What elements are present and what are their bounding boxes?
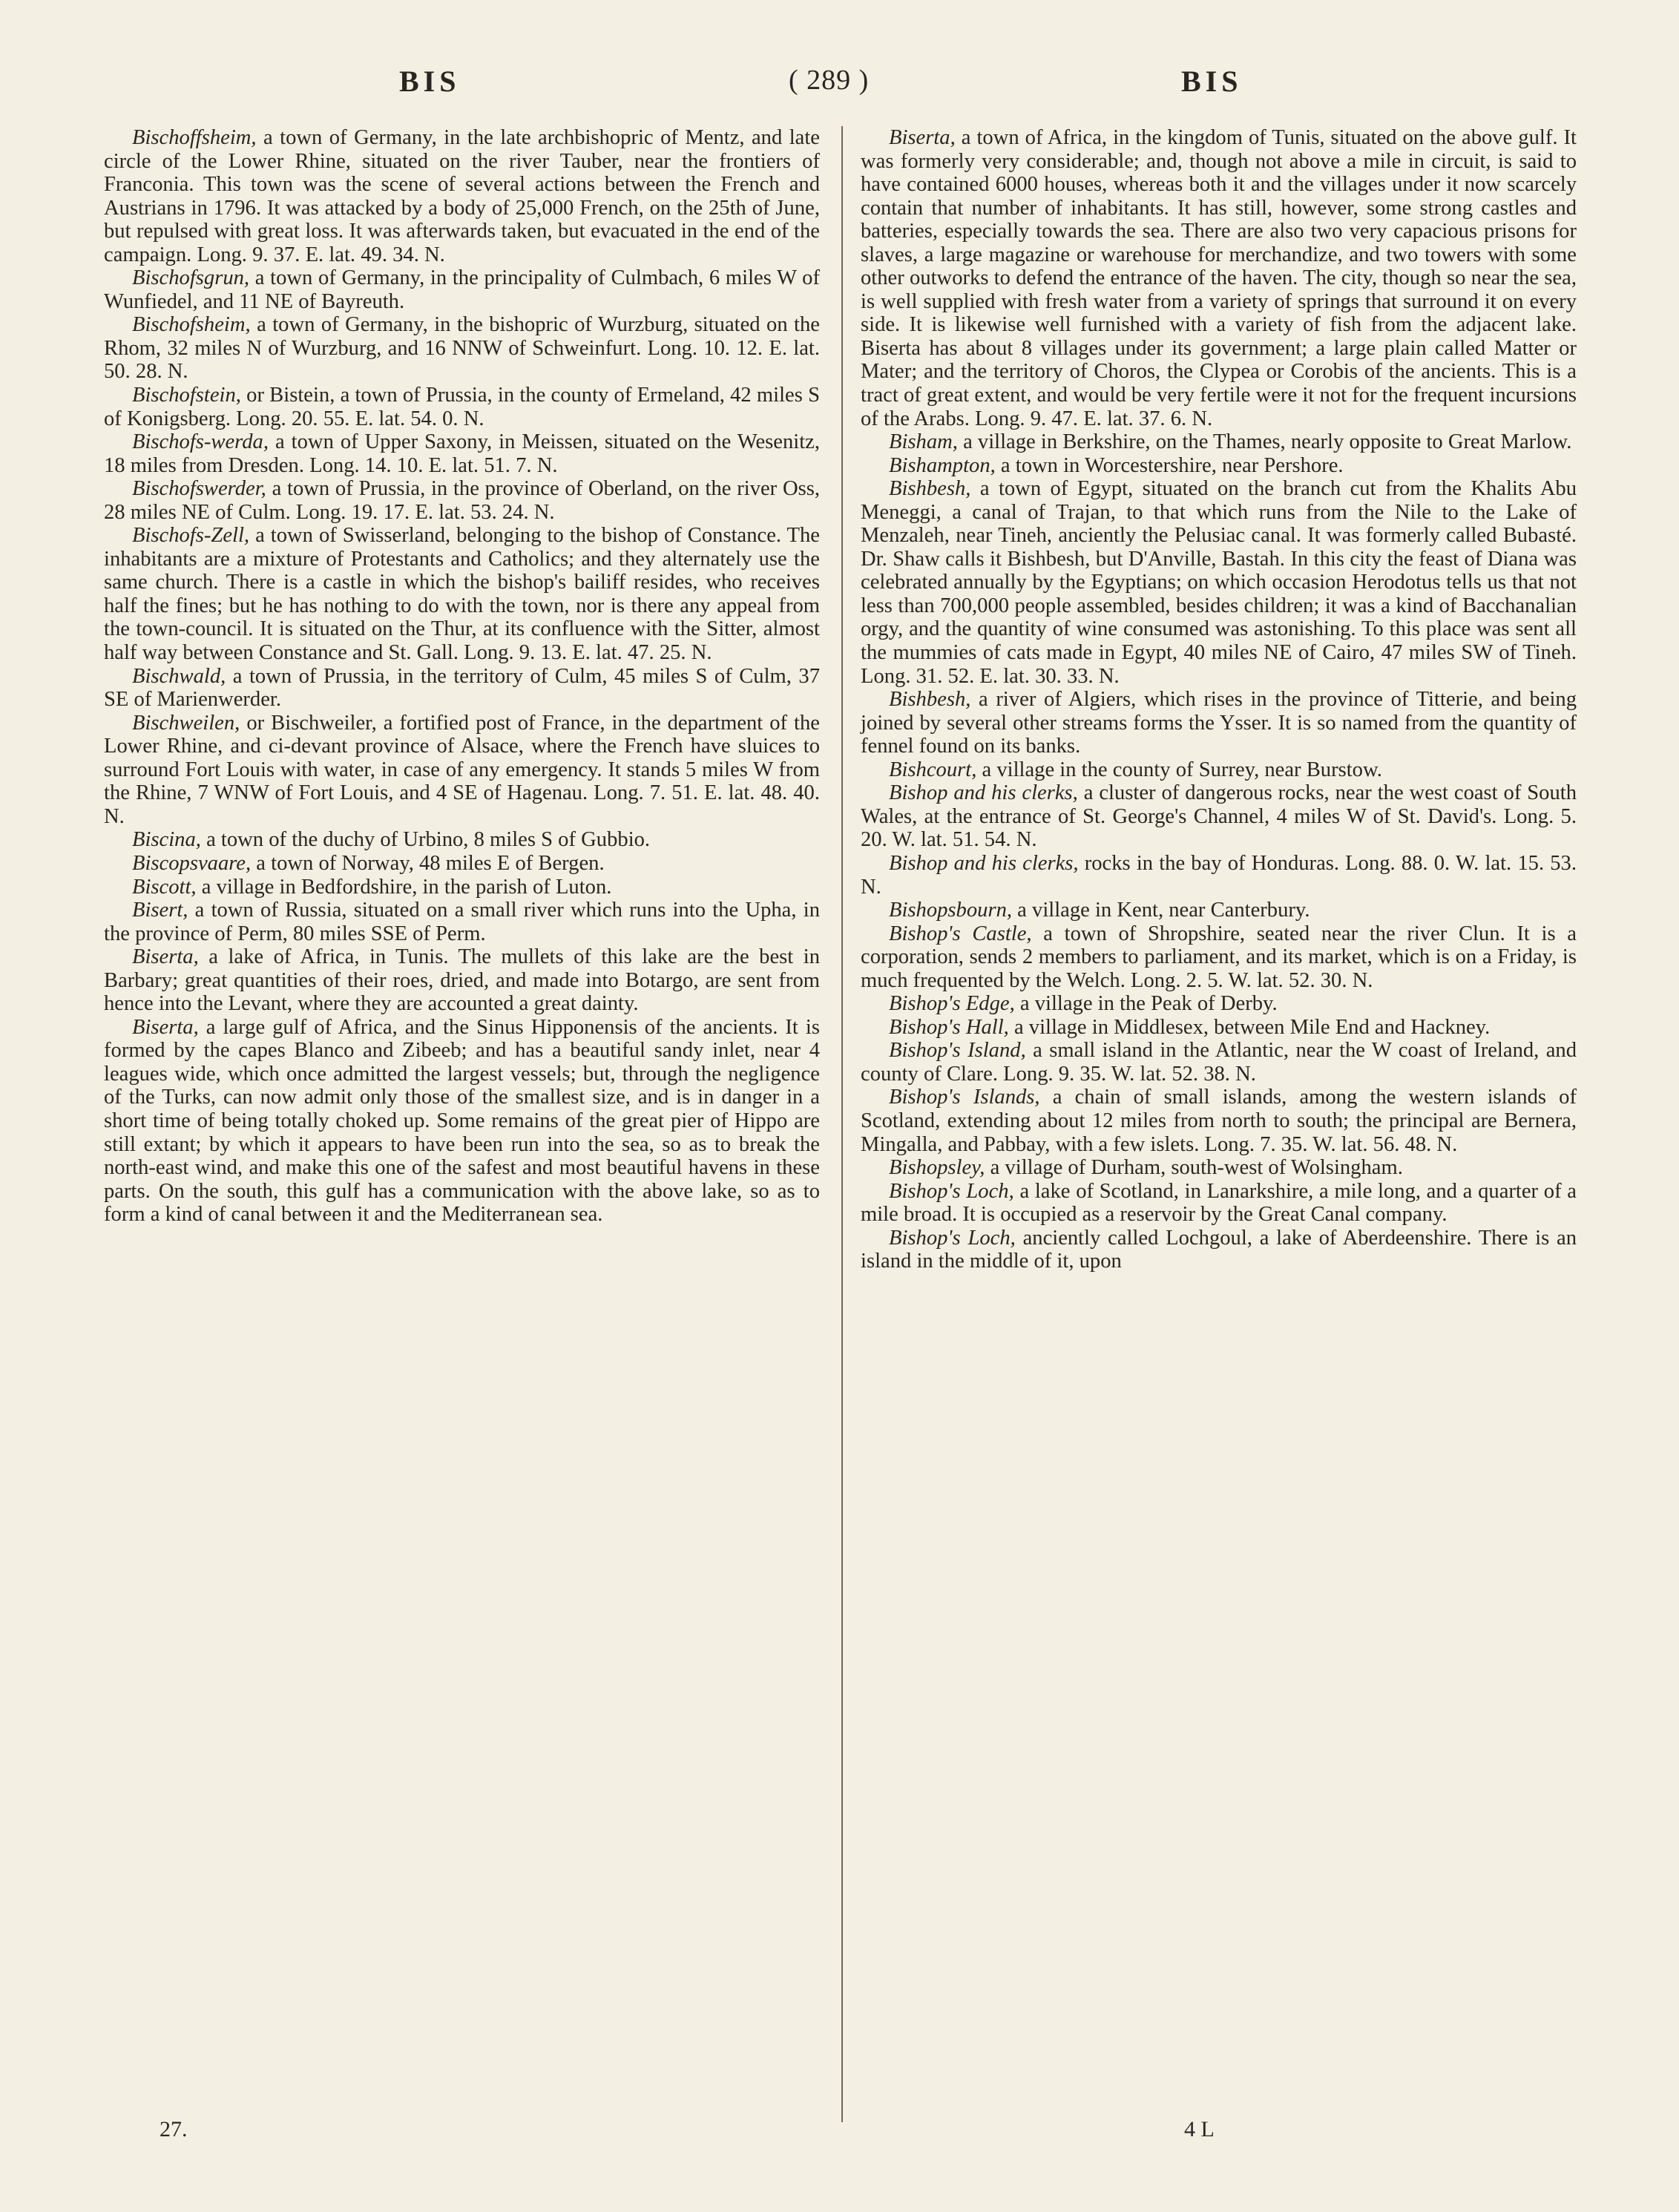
- gazetteer-entry: [104, 384, 820, 430]
- gazetteer-entry: [104, 313, 820, 384]
- gazetteer-entry: [861, 1156, 1577, 1180]
- entry-headword: Biserta,: [132, 945, 199, 969]
- gazetteer-entry: [104, 828, 820, 852]
- entry-headword: Bishop and his clerks,: [889, 781, 1078, 805]
- gazetteer-entry: [104, 524, 820, 664]
- gazetteer-entry: [104, 477, 820, 524]
- entry-headword: Bishop's Loch,: [889, 1179, 1014, 1203]
- entry-headword: Biscopsvaare,: [132, 851, 252, 875]
- gazetteer-entry: [861, 1180, 1577, 1227]
- gazetteer-entry: [104, 665, 820, 712]
- signature-mark-right: 4 L: [1184, 2117, 1215, 2142]
- entry-text: a town of Swisserland, belonging to the bishop of Constance. The inhabitants are a mixture of Protestants and Catholics; and they alternately use the same church. There is a castle in which the bishop's bailiff resides, who receives half the fines; but he has nothing to do with the town, nor is there any appeal from the town-council. It is situated on the Thur, at its confluence with the Sitter, almost half way between Constance and St. Gall. Long. 9. 13. E. lat. 47. 25. N.: [104, 524, 820, 665]
- entry-text: a village in Berkshire, on the Thames, nearly opposite to Great Marlow.: [957, 430, 1572, 454]
- entry-headword: Bishopsley,: [889, 1156, 985, 1180]
- entry-headword: Bischofs-werda,: [132, 430, 269, 454]
- entry-headword: Bishop's Islands,: [889, 1086, 1040, 1109]
- entry-text: a town of Upper Saxony, in Meissen, situated on the Wesenitz, 18 miles from Dresden. Long. 14. 10. E. lat. 51. 7. N.: [104, 430, 820, 477]
- entry-text: a village in the Peak of Derby.: [1014, 992, 1278, 1016]
- entry-headword: Biserta,: [889, 126, 956, 149]
- entry-text: or Bistein, a town of Prussia, in the county of Ermeland, 42 miles S of Konigsberg. Long. 20. 55. E. lat. 54. 0. N.: [104, 384, 820, 430]
- entry-headword: Bischofswerder,: [132, 477, 266, 501]
- entry-text: a town of Prussia, in the territory of Culm, 45 miles S of Culm, 37 SE of Marienwerder.: [104, 664, 820, 712]
- entry-headword: Bishop and his clerks,: [889, 851, 1079, 875]
- entry-headword: Bischofs-Zell,: [132, 524, 250, 548]
- entry-text: a town of Russia, situated on a small river which runs into the Upha, in the province of Perm, 80 miles SSE of Perm.: [104, 899, 820, 945]
- entry-text: a village in Middlesex, between Mile End and Hackney.: [1008, 1015, 1491, 1039]
- gazetteer-entry: [104, 899, 820, 945]
- entry-headword: Bischweilen,: [132, 711, 240, 735]
- entry-text: or Bischweiler, a fortified post of France, in the department of the Lower Rhine, and ci-devant province of Alsace, where the French have sluices to surround Fort Louis with water, in case of any emergency. It stands 5 miles W from the Rhine, 7 WNW of Fort Louis, and 4 SE of Hagenau. Long. 7. 51. E. lat. 48. 40. N.: [104, 711, 820, 828]
- entry-text: a town of Africa, in the kingdom of Tunis, situated on the above gulf. It was formerly very considerable; and, though not above a mile in circuit, is said to have contained 6000 houses, whereas both it and the villages under it now scarcely contain that number of inhabitants. It has still, however, some strong castles and batteries, especially towards the sea. There are also two very capacious prisons for slaves, a large magazine or warehouse for merchandize, and two towers with some other outworks to defend the entrance of the haven. The city, though so near the sea, is well supplied with fresh water from a variety of springs that surround it on every side. It is likewise well furnished with a variety of fish from the adjacent lake. Biserta has about 8 villages under its government; a large plain called Matter or Mater; and the territory of Choros, the Clypea or Corobis of the ancients. This is a tract of great extent, and would be very fertile were it not for the frequent incursions of the Arabs. Long. 9. 47. E. lat. 37. 6. N.: [861, 126, 1577, 430]
- entry-text: a town of Norway, 48 miles E of Bergen.: [251, 851, 605, 875]
- entry-headword: Bisham,: [889, 430, 958, 454]
- gazetteer-entry: [104, 1016, 820, 1227]
- entry-headword: Bishop's Hall,: [889, 1015, 1009, 1039]
- right-column: [861, 126, 1577, 1273]
- gazetteer-entry: [861, 688, 1577, 758]
- entry-text: anciently called Lochgoul, a lake of Aberdeenshire. There is an island in the middle of it, upon: [861, 1226, 1577, 1273]
- gazetteer-entry: [861, 477, 1577, 688]
- entry-text: a lake of Scotland, in Lanarkshire, a mile long, and a quarter of a mile broad. It is occupied as a reservoir by the Great Canal company.: [861, 1179, 1577, 1227]
- entry-text: a town of the duchy of Urbino, 8 miles S of Gubbio.: [200, 828, 651, 852]
- entry-text: a village in Kent, near Canterbury.: [1012, 899, 1310, 922]
- gazetteer-entry: [861, 126, 1577, 430]
- gazetteer-entry: [861, 758, 1577, 782]
- entry-text: a cluster of dangerous rocks, near the west coast of South Wales, at the entrance of St. George's Channel, 4 miles W of St. David's. Long. 5. 20. W. lat. 51. 54. N.: [861, 781, 1577, 852]
- gazetteer-entry: [861, 454, 1577, 478]
- gazetteer-entry: [104, 712, 820, 829]
- entry-text: rocks in the bay of Honduras. Long. 88. 0. W. lat. 15. 53. N.: [861, 851, 1577, 899]
- gazetteer-entry: [861, 899, 1577, 922]
- entry-text: a village in Bedfordshire, in the parish of Luton.: [196, 875, 612, 899]
- entry-headword: Bishcourt,: [889, 758, 977, 781]
- entry-headword: Bishop's Edge,: [889, 992, 1015, 1016]
- gazetteer-entry: [104, 430, 820, 477]
- entry-text: a large gulf of Africa, and the Sinus Hipponensis of the ancients. It is formed by the capes Blanco and Zibeeb; and has a beautiful sandy inlet, near 4 leagues wide, which once admitted the largest vessels; but, through the negligence of the Turks, can now admit only those of the smallest size, and is in danger in a short time of being totally choked up. Some remains of the great pier of Hippo are still extant; by which it appears to have been run into the sea, so as to break the north-east wind, and make this one of the safest and most beautiful havens in these parts. On the south, this gulf has a communication with the above lake, so as to form a kind of canal between it and the Mediterranean sea.: [104, 1015, 820, 1227]
- gazetteer-entry: [861, 1039, 1577, 1086]
- entry-headword: Bisert,: [132, 899, 188, 922]
- entry-text: a town of Germany, in the late archbishopric of Mentz, and late circle of the Lower Rhine, situated on the river Tauber, near the frontiers of Franconia. This town was the scene of several actions between the French and Austrians in 1796. It was attacked by a body of 25,000 French, on the 25th of June, but repulsed with great loss. It was afterwards taken, but evacuated in the end of the campaign. Long. 9. 37. E. lat. 49. 34. N.: [104, 126, 820, 266]
- gazetteer-entry: [861, 1016, 1577, 1040]
- running-header: [0, 64, 1679, 108]
- entry-headword: Bishbesh,: [889, 477, 971, 501]
- entry-headword: Bishopsbourn,: [889, 899, 1013, 922]
- entry-headword: Bischofstein,: [132, 384, 241, 407]
- column-divider: [841, 126, 843, 2122]
- gazetteer-entry: [861, 1227, 1577, 1273]
- entry-text: a town of Prussia, in the province of Oberland, on the river Oss, 28 miles NE of Culm. Long. 19. 17. E. lat. 53. 24. N.: [104, 477, 820, 524]
- gazetteer-entry: [104, 945, 820, 1016]
- entry-text: a town in Worcestershire, near Pershore.: [995, 453, 1344, 477]
- entry-headword: Bischwald,: [132, 664, 226, 688]
- entry-text: a town of Germany, in the principality of Culmbach, 6 miles W of Wunfiedel, and 11 NE of Bayreuth.: [104, 266, 820, 313]
- page-number: ( 289 ): [789, 65, 870, 96]
- gazetteer-entry: [104, 852, 820, 876]
- entry-headword: Bishop's Island,: [889, 1039, 1026, 1063]
- gazetteer-entry: [861, 1086, 1577, 1156]
- header-left-guide-word: BIS: [399, 65, 461, 98]
- gazetteer-entry: [104, 266, 820, 313]
- entry-headword: Bishop's Castle,: [889, 922, 1032, 945]
- left-column: [104, 126, 820, 1227]
- signature-mark-left: 27.: [160, 2117, 188, 2142]
- gazetteer-entry: [104, 876, 820, 899]
- entry-text: a lake of Africa, in Tunis. The mullets of this lake are the best in Barbary; great quantities of their roes, dried, and made into Botargo, are sent from hence into the Levant, where they are accounted a great dainty.: [104, 945, 820, 1016]
- entry-headword: Bishop's Loch,: [889, 1226, 1016, 1250]
- entry-headword: Biscina,: [132, 828, 201, 852]
- entry-headword: Bischoffsheim,: [132, 126, 257, 149]
- gazetteer-entry: [861, 992, 1577, 1016]
- entry-headword: Biscott,: [132, 875, 197, 899]
- entry-text: a river of Algiers, which rises in the province of Titterie, and being joined by several other streams forms the Ysser. It is so named from the quantity of fennel found on its banks.: [861, 688, 1577, 758]
- entry-text: a town of Egypt, situated on the branch cut from the Khalits Abu Meneggi, a canal of Trajan, to that which runs from the Nile to the Lake of Menzaleh, near Tineh, anciently the Pelusiac canal. It was formerly called Bubasté. Dr. Shaw calls it Bishbesh, but D'Anville, Bastah. In this city the feast of Diana was celebrated annually by the Egyptians; on which occasion Herodotus tells us that not less than 700,000 people assembled, besides children; it was a kind of Bacchanalian orgy, and the quantity of wine consumed was astonishing. To this place was sent all the mummies of cats made in Egypt, 40 miles NE of Cairo, 47 miles SW of Tineh. Long. 31. 52. E. lat. 30. 33. N.: [861, 477, 1577, 688]
- entry-text: a chain of small islands, among the western islands of Scotland, extending about 12 miles from north to south; the principal are Bernera, Mingalla, and Pabbay, with a few islets. Long. 7. 35. W. lat. 56. 48. N.: [861, 1086, 1577, 1156]
- entry-text: a town of Germany, in the bishopric of Wurzburg, situated on the Rhom, 32 miles N of Wurzburg, and 16 NNW of Schweinfurt. Long. 10. 12. E. lat. 50. 28. N.: [104, 313, 820, 384]
- gazetteer-entry: [861, 922, 1577, 993]
- gazetteer-entry: [861, 852, 1577, 899]
- entry-headword: Bischofsgrun,: [132, 266, 250, 290]
- entry-text: a village in the county of Surrey, near Burstow.: [976, 758, 1382, 781]
- entry-text: a village of Durham, south-west of Wolsingham.: [985, 1156, 1403, 1180]
- entry-headword: Bischofsheim,: [132, 313, 251, 337]
- gazetteer-entry: [861, 430, 1577, 454]
- gazetteer-entry: [861, 781, 1577, 852]
- entry-text: a small island in the Atlantic, near the W coast of Ireland, and county of Clare. Long. 9. 35. W. lat. 52. 38. N.: [861, 1039, 1577, 1086]
- entry-headword: Bishbesh,: [889, 688, 971, 712]
- entry-headword: Biserta,: [132, 1015, 199, 1039]
- gazetteer-entry: [104, 126, 820, 266]
- entry-text: a town of Shropshire, seated near the river Clun. It is a corporation, sends 2 members to parliament, and its market, which is on a Friday, is much frequented by the Welch. Long. 2. 5. W. lat. 52. 30. N.: [861, 922, 1577, 992]
- header-right-guide-word: BIS: [1181, 65, 1243, 98]
- entry-headword: Bishampton,: [889, 453, 996, 477]
